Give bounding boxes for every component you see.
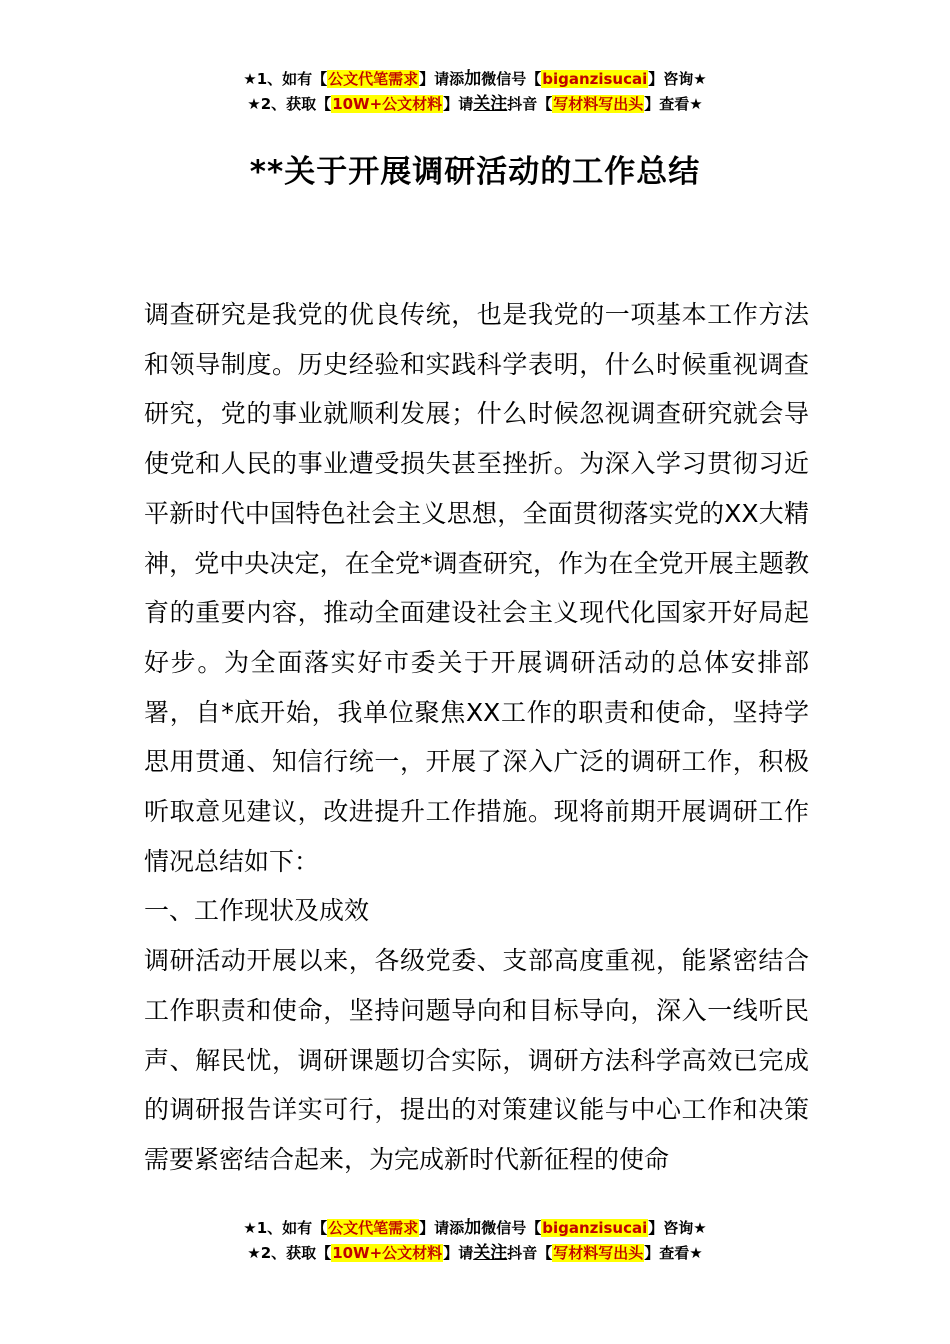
- footer-banner: [0, 1216, 950, 1266]
- banner-text: 】请添: [419, 70, 465, 88]
- banner-line-1: [0, 67, 950, 92]
- banner-text: 关注: [473, 94, 508, 114]
- banner-highlight: 10W+公文材料: [332, 1244, 443, 1262]
- banner-text: 】查看★: [644, 95, 703, 113]
- banner-text: ★2、获取【: [247, 1244, 332, 1262]
- section-heading: 一、工作现状及成效: [144, 896, 370, 926]
- banner-highlight: 写材料写出头: [553, 95, 644, 113]
- banner-text: 加: [464, 69, 482, 89]
- banner-highlight: 公文代笔需求: [328, 1219, 419, 1237]
- banner-text: 抖音【: [507, 1244, 553, 1262]
- banner-text: 微信号【: [481, 1219, 542, 1237]
- banner-text: 抖音【: [507, 95, 553, 113]
- banner-line-2: [0, 92, 950, 117]
- banner-text: 微信号【: [481, 70, 542, 88]
- banner-text: 】咨询★: [648, 1219, 707, 1237]
- banner-text: 】查看★: [644, 1244, 703, 1262]
- banner-text: 关注: [473, 1243, 508, 1263]
- banner-text: ★2、获取【: [247, 95, 332, 113]
- banner-highlight: biganzisucai: [542, 1219, 648, 1237]
- banner-text: 加: [464, 1218, 482, 1238]
- banner-text: 】请: [443, 1244, 474, 1262]
- banner-highlight: 写材料写出头: [553, 1244, 644, 1262]
- paragraph-status: 调研活动开展以来，各级党委、支部高度重视，能紧密结合工作职责和使命，坚持问题导向和目标导向，深入一线听民声、解民忧，调研课题切合实际，调研方法科学高效已完成的调研报告详实可行，提出的对策建议能与中心工作和决策需要紧密结合起来，为完成新时代新征程的使命: [144, 946, 809, 1174]
- banner-line-1: [0, 1216, 950, 1241]
- header-banner: [0, 67, 950, 117]
- banner-highlight: biganzisucai: [542, 70, 648, 88]
- banner-text: 】请添: [419, 1219, 465, 1237]
- banner-highlight: 10W+公文材料: [332, 95, 443, 113]
- banner-text: ★1、如有【: [243, 1219, 328, 1237]
- banner-line-2: [0, 1241, 950, 1266]
- banner-highlight: 公文代笔需求: [328, 70, 419, 88]
- document-body: [144, 290, 809, 1185]
- banner-text: 】咨询★: [648, 70, 707, 88]
- banner-text: ★1、如有【: [243, 70, 328, 88]
- banner-text: 】请: [443, 95, 474, 113]
- paragraph-intro: 调查研究是我党的优良传统，也是我党的一项基本工作方法和领导制度。历史经验和实践科学表明，什么时候重视调查研究，党的事业就顺利发展；什么时候忽视调查研究就会导使党和人民的事业遭受损失甚至挫折。为深入学习贯彻习近平新时代中国特色社会主义思想，全面贯彻落实党的XX大精神，党中央决定，在全党*调查研究，作为在全党开展主题教育的重要内容，推动全面建设社会主义现代化国家开好局起好步。为全面落实好市委关于开展调研活动的总体安排部署，自*底开始，我单位聚焦XX工作的职责和使命，坚持学思用贯通、知信行统一，开展了深入广泛的调研工作，积极听取意见建议，改进提升工作措施。现将前期开展调研工作情况总结如下：: [144, 300, 809, 876]
- document-title: **关于开展调研活动的工作总结: [249, 154, 701, 190]
